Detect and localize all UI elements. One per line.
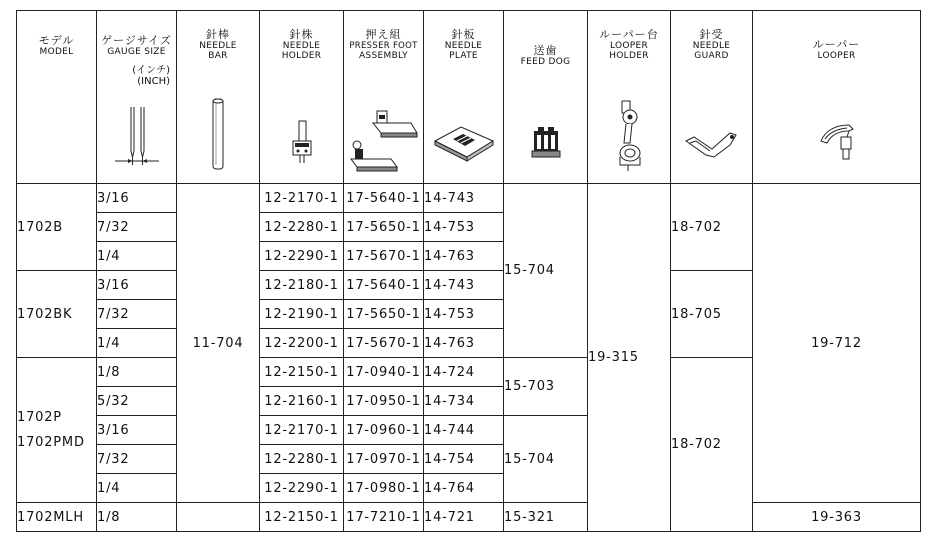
needle-holder-cell: 12-2200-1 — [260, 329, 344, 358]
header-model — [17, 11, 97, 184]
looper-holder-icon — [588, 99, 670, 179]
presser-foot-cell: 17-0980-1 — [344, 474, 424, 503]
gauge-diagram-icon — [97, 105, 176, 173]
needle-plate-cell: 14-763 — [424, 329, 504, 358]
presser-foot-cell: 17-0950-1 — [344, 387, 424, 416]
header-needle-guard-en2: GUARD — [694, 51, 729, 61]
needle-plate-cell: 14-734 — [424, 387, 504, 416]
looper-cell: 19-363 — [753, 503, 921, 532]
table-row — [17, 184, 921, 213]
needle-holder-icon — [260, 119, 343, 169]
header-gauge-jp: ゲージサイズ — [101, 34, 172, 47]
model-cell: 1702BK — [17, 271, 97, 358]
header-looper-holder-en2: HOLDER — [609, 51, 649, 61]
header-needle-guard-jp: 針受 — [699, 28, 724, 41]
needle-holder-cell: 12-2280-1 — [260, 445, 344, 474]
header-presser-foot — [344, 11, 424, 184]
feed-dog-cell: 15-704 — [504, 416, 588, 503]
needle-holder-cell: 12-2170-1 — [260, 416, 344, 445]
feed-dog-icon — [504, 123, 587, 167]
gauge-cell: 3/16 — [97, 416, 177, 445]
needle-plate-cell: 14-753 — [424, 300, 504, 329]
presser-foot-cell: 17-5670-1 — [344, 242, 424, 271]
gauge-cell: 1/4 — [97, 329, 177, 358]
presser-foot-cell: 17-0940-1 — [344, 358, 424, 387]
needle-plate-cell: 14-721 — [424, 503, 504, 532]
header-needle-plate-en2: PLATE — [449, 51, 478, 61]
header-needle-bar — [177, 11, 260, 184]
presser-foot-icon — [344, 107, 423, 177]
header-needle-guard — [671, 11, 753, 184]
header-needle-guard-en1: NEEDLE — [692, 41, 731, 51]
needle-plate-cell: 14-763 — [424, 242, 504, 271]
header-presser-foot-en1: PRESSER FOOT — [349, 41, 418, 51]
parts-table — [16, 10, 921, 532]
needle-holder-cell: 12-2170-1 — [260, 184, 344, 213]
header-looper-en1: LOOPER — [817, 51, 856, 61]
presser-foot-cell: 17-5640-1 — [344, 184, 424, 213]
header-presser-foot-jp: 押え組 — [365, 28, 402, 41]
header-looper-holder-en1: LOOPER — [609, 41, 649, 51]
needle-plate-icon — [424, 121, 503, 171]
needle-bar-icon — [177, 97, 259, 177]
header-model-en: MODEL — [39, 47, 74, 57]
needle-plate-cell: 14-743 — [424, 184, 504, 213]
model-cell: 1702B — [17, 184, 97, 271]
needle-holder-cell: 12-2190-1 — [260, 300, 344, 329]
gauge-cell: 1/4 — [97, 242, 177, 271]
looper-holder-cell: 19-315 — [588, 184, 671, 532]
gauge-cell: 7/32 — [97, 445, 177, 474]
header-model-jp: モデル — [38, 34, 75, 47]
needle-bar-cell-empty — [177, 503, 260, 532]
header-looper-jp: ルーパー — [812, 38, 861, 51]
header-needle-holder-jp: 針株 — [289, 28, 314, 41]
needle-plate-cell: 14-764 — [424, 474, 504, 503]
needle-holder-cell: 12-2160-1 — [260, 387, 344, 416]
presser-foot-cell: 17-5640-1 — [344, 271, 424, 300]
header-row — [17, 11, 921, 184]
needle-holder-cell: 12-2290-1 — [260, 242, 344, 271]
header-needle-bar-en1: NEEDLE — [199, 41, 237, 51]
needle-plate-cell: 14-743 — [424, 271, 504, 300]
feed-dog-cell: 15-704 — [504, 184, 588, 358]
header-gauge-sub-en: (INCH) — [137, 76, 170, 87]
needle-holder-cell: 12-2290-1 — [260, 474, 344, 503]
looper-cell: 19-712 — [753, 184, 921, 503]
table-row — [17, 503, 921, 532]
header-gauge-en: GAUGE SIZE — [107, 47, 166, 57]
needle-plate-cell: 14-724 — [424, 358, 504, 387]
header-needle-plate — [424, 11, 504, 184]
needle-guard-cell: 18-705 — [671, 271, 753, 358]
header-needle-holder-en1: NEEDLE — [282, 41, 321, 51]
presser-foot-cell: 17-0960-1 — [344, 416, 424, 445]
header-looper — [753, 11, 921, 184]
model-cell-group — [17, 358, 97, 503]
needle-bar-cell: 11-704 — [177, 184, 260, 503]
needle-plate-cell: 14-753 — [424, 213, 504, 242]
header-needle-plate-jp: 針板 — [451, 28, 476, 41]
header-needle-plate-en1: NEEDLE — [444, 41, 483, 51]
header-needle-holder-en2: HOLDER — [281, 51, 322, 61]
gauge-cell: 1/8 — [97, 503, 177, 532]
header-needle-bar-en2: BAR — [208, 51, 228, 61]
gauge-cell: 1/4 — [97, 474, 177, 503]
gauge-cell: 5/32 — [97, 387, 177, 416]
presser-foot-cell: 17-5650-1 — [344, 300, 424, 329]
gauge-cell: 7/32 — [97, 300, 177, 329]
needle-holder-cell: 12-2150-1 — [260, 358, 344, 387]
needle-holder-cell: 12-2150-1 — [260, 503, 344, 532]
header-presser-foot-en2: ASSEMBLY — [359, 51, 408, 61]
gauge-cell: 1/8 — [97, 358, 177, 387]
needle-guard-cell: 18-702 — [671, 184, 753, 271]
presser-foot-cell: 17-0970-1 — [344, 445, 424, 474]
header-looper-holder-jp: ルーパー台 — [599, 28, 659, 41]
header-feed-dog-jp: 送歯 — [533, 44, 558, 57]
presser-foot-cell: 17-7210-1 — [344, 503, 424, 532]
needle-guard-cell: 18-702 — [671, 358, 753, 532]
needle-holder-cell: 12-2280-1 — [260, 213, 344, 242]
feed-dog-cell: 15-321 — [504, 503, 588, 532]
header-gauge — [97, 11, 177, 184]
presser-foot-cell: 17-5650-1 — [344, 213, 424, 242]
needle-guard-icon — [671, 123, 752, 169]
header-gauge-sub-jp: (インチ) — [132, 65, 170, 76]
header-feed-dog — [504, 11, 588, 184]
looper-icon — [753, 119, 920, 165]
header-needle-holder — [260, 11, 344, 184]
gauge-cell: 3/16 — [97, 271, 177, 300]
feed-dog-cell: 15-703 — [504, 358, 588, 416]
model-cell: 1702P — [17, 410, 62, 425]
needle-plate-cell: 14-754 — [424, 445, 504, 474]
presser-foot-cell: 17-5670-1 — [344, 329, 424, 358]
model-cell: 1702MLH — [17, 503, 97, 532]
header-feed-dog-en1: FEED DOG — [520, 57, 571, 67]
gauge-cell: 7/32 — [97, 213, 177, 242]
model-cell: 1702PMD — [17, 435, 85, 450]
needle-holder-cell: 12-2180-1 — [260, 271, 344, 300]
header-looper-holder — [588, 11, 671, 184]
header-needle-bar-jp: 針棒 — [206, 28, 230, 41]
needle-plate-cell: 14-744 — [424, 416, 504, 445]
gauge-cell: 3/16 — [97, 184, 177, 213]
